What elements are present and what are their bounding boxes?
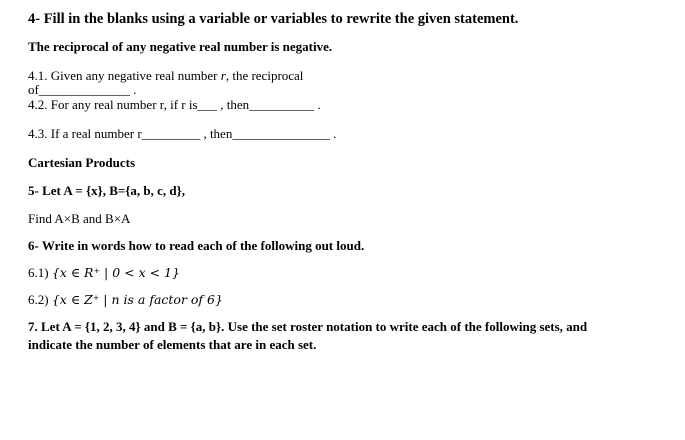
question-6-title: 6- Write in words how to read each of the following out loud. [28,238,365,253]
question-7-line1: 7. Let A = {1, 2, 3, 4} and B = {a, b}. Use the set roster notation to write each of the following sets, and [28,319,588,334]
statement: The reciprocal of any negative real number is negative. [28,39,333,54]
q62-math: {x ∈ Z⁺ | n is a factor of 6} [51,292,223,307]
question-7-line2: indicate the number of elements that are in each set. [28,337,317,352]
question-6-1 [28,265,180,281]
question-4-1-cont: of______________ . [28,82,137,97]
q41-text-a: 4.1. Given any negative real number [28,68,221,83]
question-4-3: 4.3. If a real number r_________ , then_______________ . [28,126,337,141]
q41-var: r [220,68,226,83]
question-5: 5- Let A = {x}, B={a, b, c, d}, [28,183,186,198]
question-4-title: 4- Fill in the blanks using a variable or variables to rewrite the given statement. [28,11,519,27]
q61-label: 6.1) [28,265,52,280]
question-6-2 [28,292,223,308]
q61-math: {x ∈ R⁺ | 0 < x < 1} [51,265,180,280]
question-4-2: 4.2. For any real number r, if r is___ , then__________ . [28,97,321,112]
q41-text-b: , the reciprocal [225,68,304,83]
section-heading-cartesian: Cartesian Products [28,155,136,170]
q62-label: 6.2) [28,292,52,307]
find-instruction: Find A×B and B×A [28,211,131,226]
